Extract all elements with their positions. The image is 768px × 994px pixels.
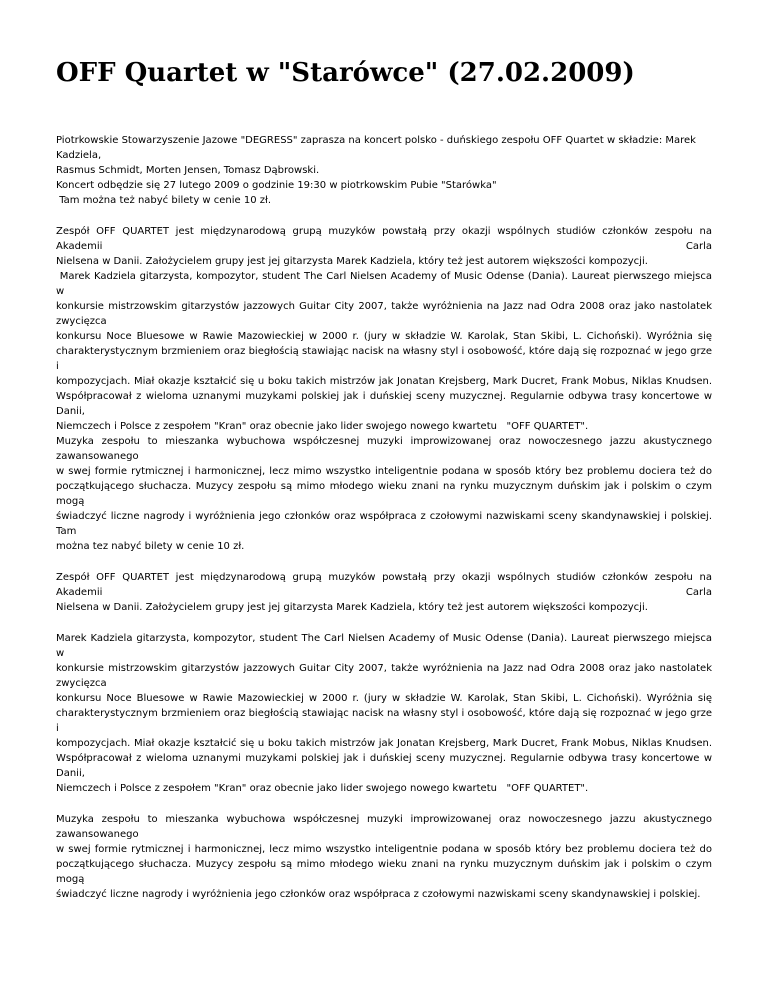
text-line: świadczyć liczne nagrody i wyróżnienia jego członków oraz współpraca z czołowymi nazwiskami sceny skandynawskiej i polskiej. Tam	[56, 511, 716, 537]
text-line: Tam można też nabyć bilety w cenie 10 zł.	[56, 195, 272, 206]
text-line: konkursie mistrzowskim gitarzystów jazzowych Guitar City 2007, także wyróżnienia na Jazz nad Odra 2008 oraz jako nastolatek zwycięzca	[56, 301, 716, 327]
text-line: Marek Kadziela gitarzysta, kompozytor, student The Carl Nielsen Academy of Music Odense (Dania). Laureat pierwszego miejsca w	[56, 633, 716, 659]
text-line: konkursu Noce Bluesowe w Rawie Mazowieckiej w 2000 r. (jury w składzie W. Karolak, Stan Skibi, L. Cichoński). Wyróżnia się	[56, 331, 712, 342]
text-line: Niemczech i Polsce z zespołem "Kran" oraz obecnie jako lider swojego nowego kwartetu "OFF QUARTET".	[56, 783, 589, 794]
text-line: charakterystycznym brzmieniem oraz biegłością stawiając nacisk na własny styl i osobowość, które dają się rozpoznać w jego grze i	[56, 346, 716, 372]
text-line: konkursie mistrzowskim gitarzystów jazzowych Guitar City 2007, także wyróżnienia na Jazz nad Odra 2008 oraz jako nastolatek zwycięzca	[56, 663, 716, 689]
paragraph-music-style	[56, 812, 716, 902]
text-line: kompozycjach. Miał okazje kształcić się u boku takich mistrzów jak Jonatan Krejsberg, Mark Ducret, Frank Mobus, Niklas Knudsen.	[56, 738, 712, 749]
text-line: Współpracował z wieloma uznanymi muzykami polskiej jak i duńskiej sceny muzycznej. Regularnie odbywa trasy koncertowe w Danii,	[56, 753, 716, 779]
paragraph-band-intro	[56, 570, 716, 615]
text-line: Piotrkowskie Stowarzyszenie Jazowe "DEGRESS" zaprasza na koncert polsko - duńskiego zespołu OFF Quartet w składzie: Marek Kadziela,	[56, 135, 700, 161]
text-line: Muzyka zespołu to mieszanka wybuchowa współczesnej muzyki improwizowanej oraz nowoczesnego jazzu akustycznego zawansowanego	[56, 436, 716, 462]
text-line: Niemczech i Polsce z zespołem "Kran" oraz obecnie jako lider swojego nowego kwartetu "OFF QUARTET".	[56, 421, 589, 432]
text-line: Nielsena w Danii. Założycielem grupy jest jej gitarzysta Marek Kadziela, który też jest autorem większości kompozycji.	[56, 256, 648, 267]
text-line: początkującego słuchacza. Muzycy zespołu są mimo młodego wieku znani na rynku muzycznym duńskim jak i polskim o czym mogą	[56, 859, 716, 885]
document-body	[56, 133, 716, 902]
paragraph-band-description	[56, 224, 716, 554]
text-line: Koncert odbędzie się 27 lutego 2009 o godzinie 19:30 w piotrkowskim Pubie "Starówka"	[56, 180, 497, 191]
text-line: można tez nabyć bilety w cenie 10 zł.	[56, 541, 245, 552]
text-line: Rasmus Schmidt, Morten Jensen, Tomasz Dąbrowski.	[56, 165, 320, 176]
text-line: Nielsena w Danii. Założycielem grupy jest jej gitarzysta Marek Kadziela, który też jest autorem większości kompozycji.	[56, 602, 648, 613]
text-line: świadczyć liczne nagrody i wyróżnienia jego członków oraz współpraca z czołowymi nazwiskami sceny skandynawskiej i polskiej.	[56, 889, 701, 900]
text-line: Muzyka zespołu to mieszanka wybuchowa współczesnej muzyki improwizowanej oraz nowoczesnego jazzu akustycznego zawansowanego	[56, 814, 716, 840]
text-line: charakterystycznym brzmieniem oraz biegłością stawiając nacisk na własny styl i osobowość, które dają się rozpoznać w jego grze i	[56, 708, 716, 734]
text-line: kompozycjach. Miał okazje kształcić się u boku takich mistrzów jak Jonatan Krejsberg, Mark Ducret, Frank Mobus, Niklas Knudsen.	[56, 376, 712, 387]
text-line: Zespół OFF QUARTET jest międzynarodową grupą muzyków powstałą przy okazji wspólnych studiów członków zespołu na Akademii Carla	[56, 572, 716, 598]
text-line: Zespół OFF QUARTET jest międzynarodową grupą muzyków powstałą przy okazji wspólnych studiów członków zespołu na Akademii Carla	[56, 226, 716, 252]
page-title: OFF Quartet w "Starówce" (27.02.2009)	[56, 58, 635, 88]
text-line: w swej formie rytmicznej i harmonicznej, lecz mimo wszystko inteligentnie podana w sposób który bez problemu dociera też do	[56, 466, 712, 477]
text-line: konkursu Noce Bluesowe w Rawie Mazowieckiej w 2000 r. (jury w składzie W. Karolak, Stan Skibi, L. Cichoński). Wyróżnia się	[56, 693, 712, 704]
text-line: Współpracował z wieloma uznanymi muzykami polskiej jak i duńskiej sceny muzycznej. Regularnie odbywa trasy koncertowe w Danii,	[56, 391, 716, 417]
text-line: Marek Kadziela gitarzysta, kompozytor, student The Carl Nielsen Academy of Music Odense (Dania). Laureat pierwszego miejsca w	[56, 271, 716, 297]
document-page	[56, 0, 716, 918]
paragraph-guitarist-bio	[56, 631, 716, 796]
text-line: początkującego słuchacza. Muzycy zespołu są mimo młodego wieku znani na rynku muzycznym duńskim jak i polskim o czym mogą	[56, 481, 716, 507]
text-line: w swej formie rytmicznej i harmonicznej, lecz mimo wszystko inteligentnie podana w sposób który bez problemu dociera też do	[56, 844, 712, 855]
paragraph-concert-announcement	[56, 133, 712, 208]
